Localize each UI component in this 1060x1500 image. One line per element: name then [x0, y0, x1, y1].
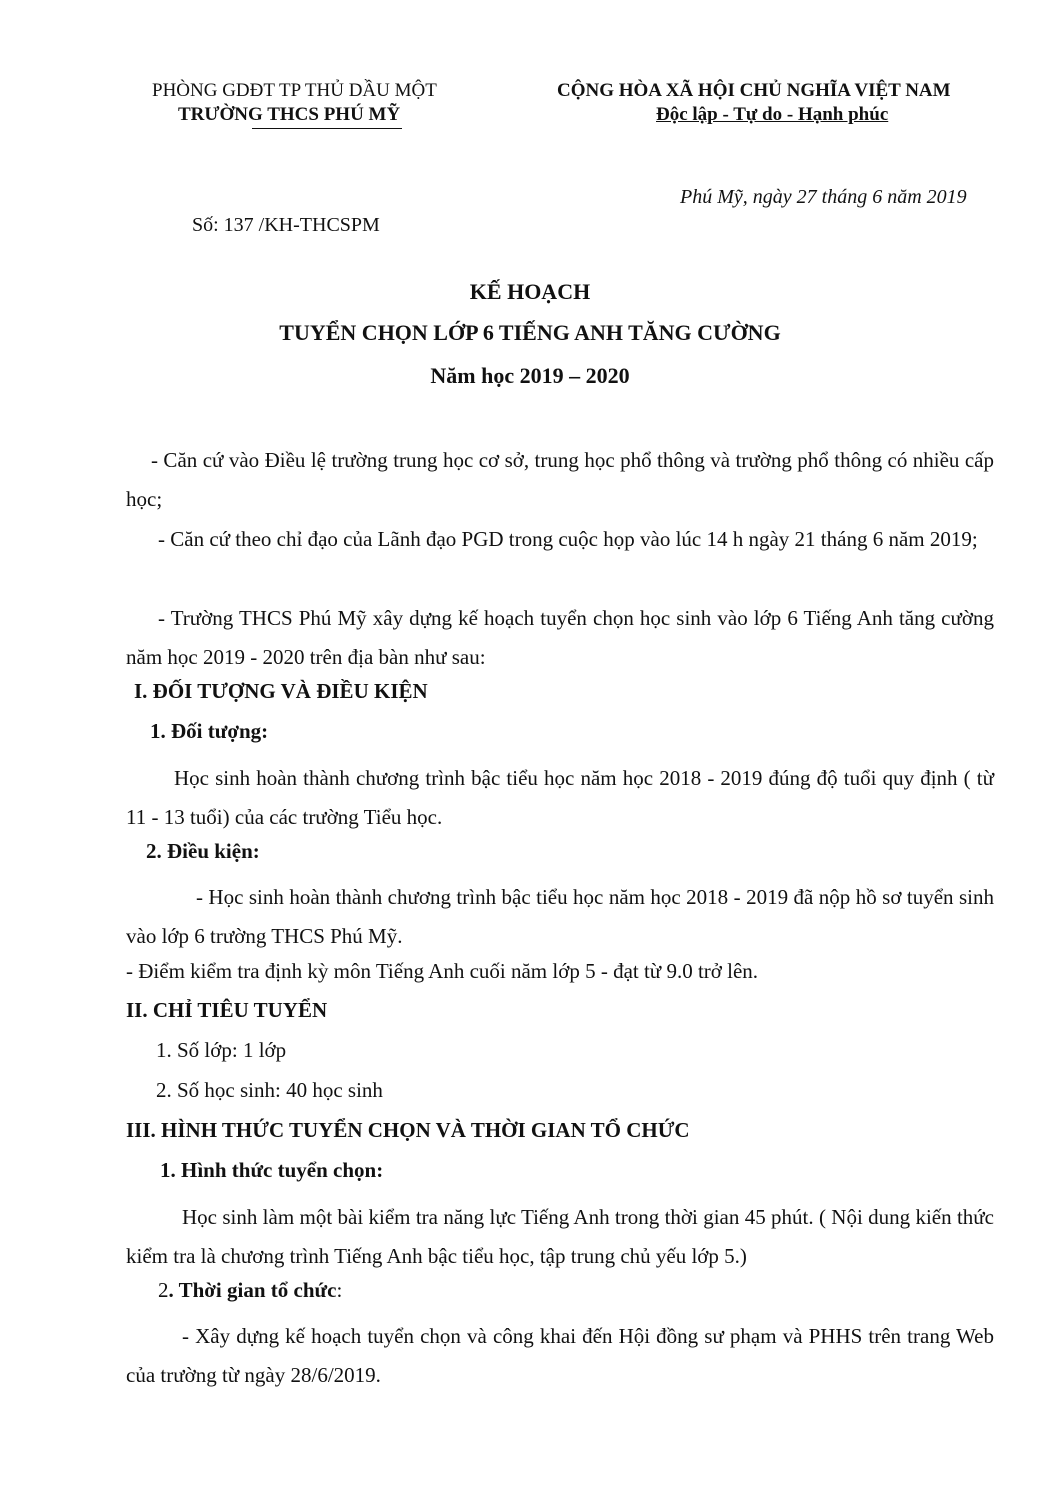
school-name: TRƯỜNG THCS PHÚ MỸ [178, 104, 401, 125]
department-name: PHÒNG GDĐT TP THỦ DẦU MỘT [152, 80, 437, 101]
body-paragraph: Học sinh làm một bài kiểm tra năng lực Tiếng Anh trong thời gian 45 phút. ( Nội dung kiến thức kiểm tra là chương trình Tiếng Anh bậc tiểu học, tập trung chủ yếu lớp 5.) [126, 1205, 994, 1268]
subsection-heading: 2. Điều kiện: [146, 839, 260, 863]
section-heading: II. CHỈ TIÊU TUYỂN [126, 998, 328, 1022]
list-item: 1. Số lớp: 1 lớp [156, 1038, 287, 1062]
subsection-heading: 1. Đối tượng: [150, 719, 269, 743]
body-paragraph: - Điểm kiểm tra định kỳ môn Tiếng Anh cuối năm lớp 5 - đạt từ 9.0 trở lên. [126, 959, 759, 983]
document-subtitle: TUYỂN CHỌN LỚP 6 TIẾNG ANH TĂNG CƯỜNG [279, 320, 781, 345]
subsection-colon: : [336, 1278, 343, 1302]
place-date: Phú Mỹ, ngày 27 tháng 6 năm 2019 [680, 186, 967, 208]
school-underline [252, 128, 402, 129]
section-heading: III. HÌNH THỨC TUYỂN CHỌN VÀ THỜI GIAN TỔ CHỨC [126, 1118, 690, 1142]
document-number: Số: 137 /KH-THCSPM [192, 214, 380, 236]
body-paragraph: - Học sinh hoàn thành chương trình bậc tiểu học năm học 2018 - 2019 đã nộp hồ sơ tuyển sinh vào lớp 6 trường THCS Phú Mỹ. [126, 885, 994, 948]
national-motto: Độc lập - Tự do - Hạnh phúc [656, 104, 889, 125]
school-year: Năm học 2019 – 2020 [430, 363, 630, 388]
section-heading: I. ĐỐI TƯỢNG VÀ ĐIỀU KIỆN [134, 679, 428, 703]
subsection-heading: 1. Hình thức tuyển chọn: [160, 1158, 384, 1182]
body-paragraph: - Xây dựng kế hoạch tuyển chọn và công khai đến Hội đồng sư phạm và PHHS trên trang Web của trường từ ngày 28/6/2019. [126, 1324, 994, 1387]
national-title: CỘNG HÒA XÃ HỘI CHỦ NGHĨA VIỆT NAM [557, 80, 951, 101]
preamble-paragraph: - Căn cứ vào Điều lệ trường trung học cơ sở, trung học phổ thông và trường phổ thông có nhiều cấp học; [126, 448, 994, 511]
list-item: 2. Số học sinh: 40 học sinh [156, 1078, 383, 1102]
subsection-number: 2 [158, 1278, 169, 1302]
document-title: KẾ HOẠCH [469, 279, 591, 304]
preamble-paragraph: - Căn cứ theo chỉ đạo của Lãnh đạo PGD trong cuộc họp vào lúc 14 h ngày 21 tháng 6 năm 2019; [158, 527, 978, 551]
subsection-heading [158, 1278, 342, 1303]
preamble-paragraph: - Trường THCS Phú Mỹ xây dựng kế hoạch tuyển chọn học sinh vào lớp 6 Tiếng Anh tăng cường năm học 2019 - 2020 trên địa bàn như sau: [126, 606, 994, 669]
body-paragraph: Học sinh hoàn thành chương trình bậc tiểu học năm học 2018 - 2019 đúng độ tuổi quy định ( từ 11 - 13 tuổi) của các trường Tiểu học. [126, 766, 994, 829]
subsection-label: . Thời gian tổ chức [168, 1278, 337, 1302]
